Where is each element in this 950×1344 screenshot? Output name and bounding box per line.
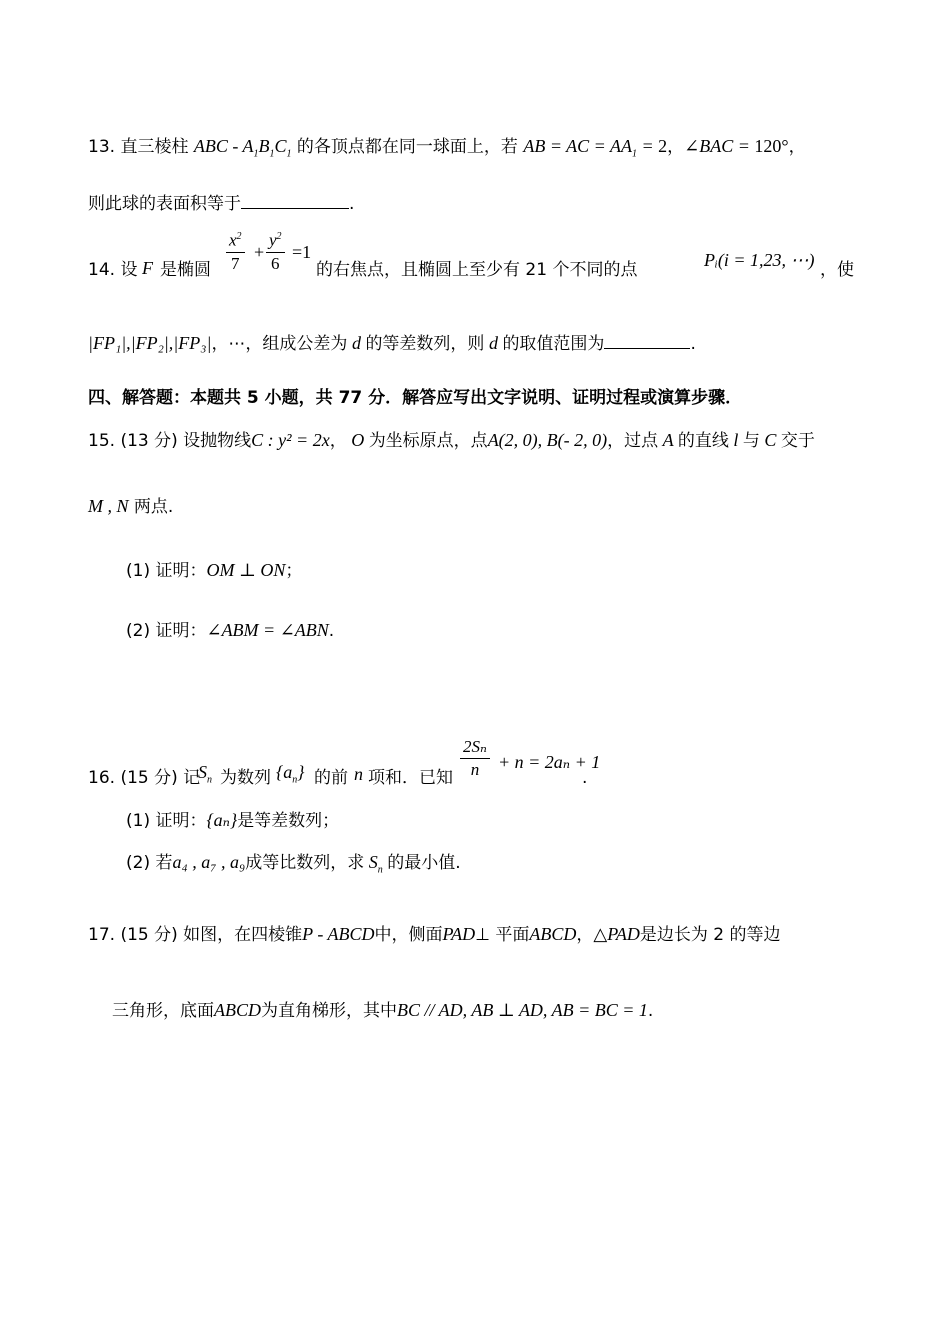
q17-line1: 17. (15 分) 如图，在四棱锥P - ABCD中，侧面PAD⊥ 平面ABCD，△PAD是边长为 2 的等边 — [88, 924, 781, 945]
q16-part1: (1) 证明：{aₙ}是等差数列； — [126, 810, 340, 831]
fraction-y2-6: $\frac{y^2}{6}$ — [266, 226, 285, 275]
q13-line1: 13. 直三棱柱 ABC - $A_1B_1C_1$ 的各顶点都在同一球面上，若 AB = AC = $AA_1 = 2$，∠BAC = 120°， — [88, 136, 806, 160]
q13-line2: 则此球的表面积等于 . — [88, 190, 354, 216]
q15-part1: (1) 证明：OM ⊥ ON； — [126, 560, 303, 581]
q16-part2: (2) 若a₄ , a₇ , a₉成等比数列，求 $S_n$ 的最小值. — [126, 852, 461, 876]
answer-blank[interactable] — [604, 330, 690, 349]
q14-line2: |FP₁|,|FP₂|,|FP₃|，⋯，组成公差为 d 的等差数列，则 d 的取值范围为 . — [88, 330, 696, 356]
q15-line1: 15. (13 分) 设抛物线C : y² = 2x， O 为坐标原点，点A(2, 0), B(- 2, 0)，过点 A 的直线 l 与 C 交于 — [88, 430, 815, 451]
fraction-2sn-n: $\frac{\text{2Sₙ}}{n}$ — [460, 736, 490, 781]
fraction-x2-7: $\frac{x^2}{7}$ — [226, 226, 245, 275]
q15-line2: M , N 两点. — [88, 496, 174, 517]
answer-blank[interactable] — [241, 190, 349, 209]
section-heading: 四、解答题：本题共 5 小题，共 77 分．解答应写出文字说明、证明过程或演算步骤． — [88, 388, 743, 408]
q17-line2: 三角形，底面ABCD为直角梯形，其中BC // AD, AB ⊥ AD, AB = BC = 1. — [112, 1000, 654, 1021]
q15-part2: (2) 证明：∠ABM = ∠ABN. — [126, 620, 335, 641]
